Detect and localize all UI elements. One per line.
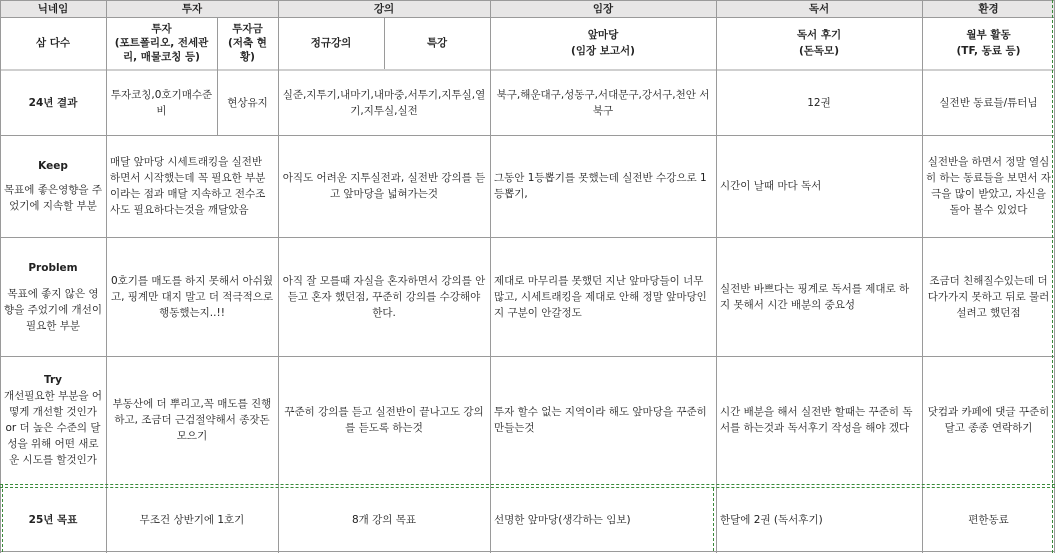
subheader-invest-savings: 투자금 (저축 현황) — [228, 23, 267, 63]
try-lecture: 꾸준히 강의를 듣고 실전반이 끝나고도 강의를 듣도록 하는것 — [284, 406, 484, 434]
subheader-env: 월부 활동 (TF, 동료 등) — [956, 29, 1021, 57]
goal25-env: 편한동료 — [968, 513, 1009, 526]
problem-desc: 목표에 좋지 않은 영향을 주었기에 개선이 필요한 부분 — [4, 287, 102, 332]
keep-desc: 목표에 좋은영향을 주었기에 지속할 부분 — [4, 184, 102, 212]
row-label-result24: 24년 결과 — [28, 97, 78, 109]
problem-title: Problem — [28, 261, 78, 274]
subheader-lecture-regular: 정규강의 — [310, 37, 352, 49]
keep-lecture: 아직도 어려운 지투실전과, 실전반 강의를 듣고 앞마당을 넓혀가는것 — [282, 172, 486, 200]
try-desc: 개선필요한 부분을 어떻게 개선할 것인가 or 더 높은 수준의 달성을 위해 어떤 새로운 시도를 할것인가 — [4, 390, 102, 466]
problem-invest: 0호기를 매도를 하지 못해서 아쉬웠고, 핑계만 대지 말고 더 적극적으로 행동했는지..!! — [110, 274, 274, 319]
selection-marquee — [1052, 0, 1053, 553]
subheader-invest-portfolio: 투자 (포트폴리오, 전세관리, 매물코칭 등) — [114, 23, 209, 63]
try-env: 닷컴과 카페에 댓글 꾸준히 달고 종종 연락하기 — [927, 406, 1050, 434]
header-lecture: 강의 — [278, 0, 490, 17]
grid-line — [0, 356, 1055, 357]
result24-env: 실전반 동료들/튜터님 — [939, 97, 1038, 109]
grid-line — [278, 0, 279, 553]
grid-line — [384, 17, 385, 69]
subheader-reading: 독서 후기 (돈독모) — [796, 29, 842, 57]
try-invest: 부동산에 더 뿌리고,꼭 매도를 진행하고, 조금더 근검절약해서 종잣돈 모으기 — [112, 398, 272, 442]
header-nickname: 닉네임 — [0, 0, 106, 17]
grid-line — [0, 0, 1055, 1]
grid-line — [0, 69, 1055, 71]
problem-reading: 실전반 바쁘다는 핑계로 독서를 제대로 하지 못해서 시간 배분의 중요성 — [720, 282, 910, 311]
result24-lecture: 실준,지투기,내마기,내마중,서투기,지투실,열기,지투실,실전 — [282, 89, 486, 117]
result24-reading: 12권 — [807, 97, 831, 109]
selection-marquee — [0, 487, 1055, 488]
grid-line — [490, 0, 491, 553]
result24-invest: 투자코칭,0호기매수준비 — [110, 89, 213, 117]
goal25-lecture: 8개 강의 목표 — [351, 513, 417, 526]
goal25-site: 선명한 앞마당(생각하는 임보) — [494, 513, 631, 526]
problem-site: 제대로 마무리를 못했던 지난 앞마당들이 너무 많고, 시세트래킹을 제대로 안해 정말 앞마당인지 구분이 안갈정도 — [494, 274, 707, 319]
selection-marquee — [0, 484, 1055, 485]
goal25-invest: 무조건 상반기에 1호기 — [139, 513, 245, 526]
selection-marquee — [713, 488, 714, 551]
try-title: Try — [43, 374, 63, 386]
header-invest: 투자 — [106, 0, 278, 17]
grid-line — [217, 17, 218, 135]
try-site: 투자 할수 없는 지역이라 해도 앞마당을 꾸준히 만들는것 — [494, 406, 707, 434]
header-env: 환경 — [922, 0, 1055, 17]
grid-line — [716, 0, 717, 553]
result24-savings: 현상유지 — [227, 97, 268, 109]
keep-title: Keep — [38, 160, 68, 172]
goal25-reading: 한달에 2권 (독서후기) — [720, 513, 823, 526]
selection-marquee — [2, 484, 3, 552]
grid-line — [0, 17, 1055, 18]
grid-line — [922, 0, 923, 553]
keep-env: 실전반을 하면서 정말 열심히 하는 동료들을 보면서 자극을 많이 받았고, 자신을 돌아 볼수 있었다 — [926, 156, 1051, 216]
header-site: 임장 — [490, 0, 716, 17]
keep-invest: 매달 앞마당 시세트래킹을 실전반 하면서 시작했는데 꼭 필요한 부분이라는 점과 매달 지속하고 전수조사도 필요하다는것을 깨달았음 — [110, 156, 266, 216]
try-reading: 시간 배분을 해서 실전반 할때는 꾸준히 독서를 하는것과 독서후기 작성을 해야 겠다 — [720, 406, 913, 434]
subheader-site: 앞마당 (임장 보고서) — [571, 29, 635, 57]
row-label-try — [0, 356, 106, 484]
row-label-goal25: 25년 목표 — [28, 513, 78, 526]
row-label-keep — [0, 135, 106, 237]
subheader-name: 삼 다수 — [35, 37, 71, 49]
grid-line — [106, 0, 107, 553]
keep-reading: 시간이 날때 마다 독서 — [720, 180, 822, 192]
problem-env: 조금더 친해질수있는데 더 다가가지 못하고 뒤로 물러설려고 했던점 — [927, 274, 1050, 319]
grid-line — [0, 0, 1, 553]
grid-line — [0, 551, 1055, 552]
result24-site: 북구,해운대구,성동구,서대문구,강서구,천안 서북구 — [496, 89, 710, 117]
row-label-problem — [0, 237, 106, 356]
header-reading: 독서 — [716, 0, 922, 17]
subheader-lecture-special: 특강 — [426, 37, 448, 49]
grid-line — [0, 135, 1055, 136]
problem-lecture: 아직 잘 모를때 자실을 혼자하면서 강의를 안듣고 혼자 했던점, 꾸준히 강의를 수강해야 한다. — [282, 274, 486, 319]
keep-site: 그동안 1등뽑기를 못했는데 실전반 수강으로 1등뽑기, — [494, 172, 707, 200]
grid-line — [0, 237, 1055, 238]
